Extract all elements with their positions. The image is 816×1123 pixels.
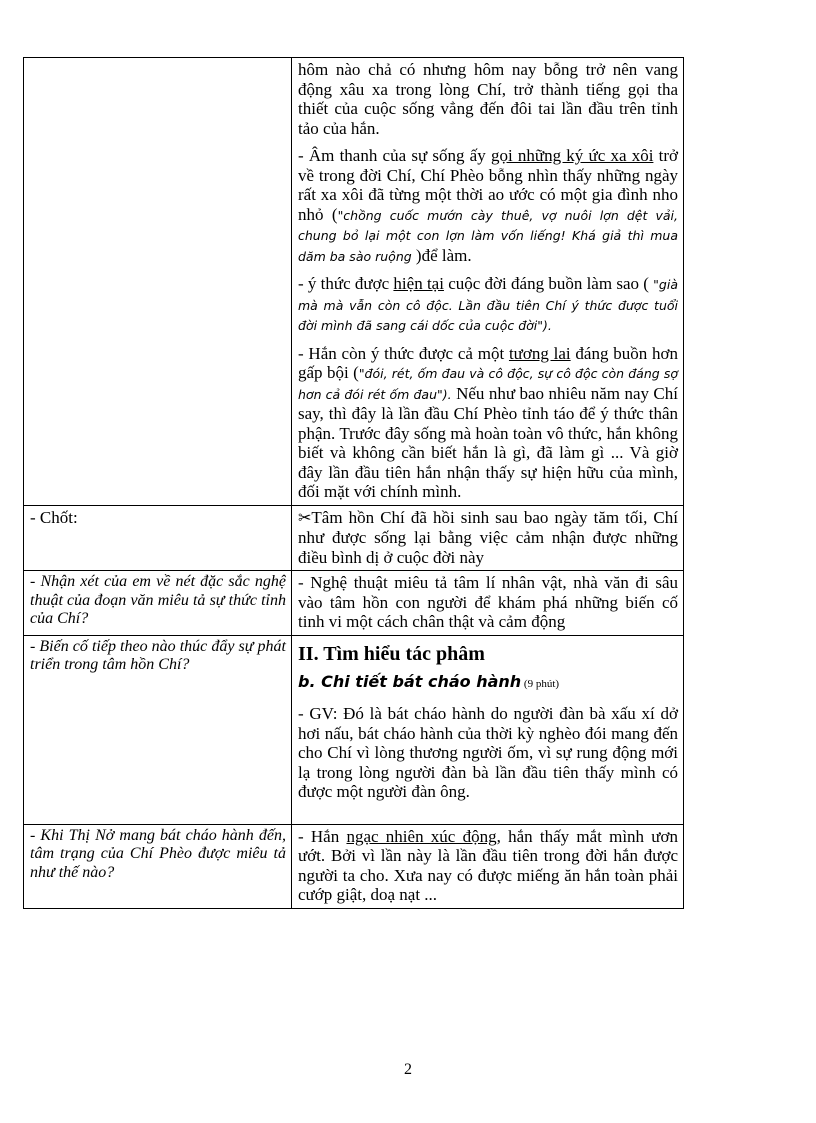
underlined-phrase: gọi những ký ức xa xôi <box>490 146 654 165</box>
subheading: b. Chi tiết bát cháo hành (9 phút) <box>298 671 560 691</box>
underlined-phrase: hiện tại <box>393 274 444 293</box>
left-cell <box>24 635 292 824</box>
quote: "già mà mà vẫn còn cô độc. Lần đầu tiên Chí ý thức được tuổi đời mình đã sang cái dốc của cuộc đời"). <box>298 277 678 333</box>
paragraph: - Hắn còn ý thức được cả một tương lai đáng buồn hơn gấp bội ("đói, rét, ốm đau và cô độc, sự cô độc còn đáng sợ hơn cả đói rét ốm đau"). Nếu như bao nhiêu năm nay Chí say, thì đây là lần đầu Chí Phèo tỉnh táo để ý thức thân phận. Trước đây sống mà hoàn toàn vô thức, hắn không biết và không cần biết hắn là gì, đã làm gì ... Và giờ đây lần đầu tiên hắn nhận thấy sự hiện hữu của mình, đối mặt với chính mình. <box>298 343 678 501</box>
table-row <box>24 635 684 824</box>
section-heading: II. Tìm hiểu tác phâm <box>298 642 485 665</box>
lesson-table <box>23 57 684 909</box>
left-cell <box>24 505 292 571</box>
table-row <box>24 58 684 506</box>
left-cell <box>24 824 292 908</box>
right-cell <box>292 505 684 571</box>
question: - Biến cố tiếp theo nào thúc đẩy sự phát triển trong tâm hồn Chí? <box>30 637 286 673</box>
right-cell <box>292 635 684 824</box>
quote: "chồng cuốc mướn cày thuê, vợ nuôi lợn dệt vải, chung bỏ lại một con lợn làm vốn liếng! Khá giả thì mua dăm ba sào ruộng <box>298 207 679 264</box>
quote: "đói, rét, ốm đau và cô độc, sự cô độc còn đáng sợ hơn cả đói rét ốm đau"). <box>298 366 678 402</box>
table-row <box>24 824 684 908</box>
table-row <box>24 505 684 571</box>
paragraph: - ý thức được hiện tại cuộc đời đáng buồn làm sao ( "già mà mà vẫn còn cô độc. Lần đầu tiên Chí ý thức được tuổi đời mình đã sang cái dốc của cuộc đời"). <box>298 274 678 333</box>
scissors-icon: ✂ <box>298 509 312 527</box>
left-cell <box>24 571 292 636</box>
question: - Chốt: <box>30 507 78 527</box>
right-cell <box>292 571 684 636</box>
time-note: (9 phút) <box>521 677 560 690</box>
paragraph: - Âm thanh của sự sống ấy gọi những ký ức xa xôi trở về trong đời Chí, Chí Phèo bỗng nhìn thấy những ngày rất xa xôi đã từng một thời ao ước có một gia đình nho nhỏ ("chồng cuốc mướn cày thuê, vợ nuôi lợn dệt vải, chung bỏ lại một con lợn làm vốn liếng! Khá giả thì mua dăm ba sào ruộng )để làm. <box>298 146 679 265</box>
underlined-phrase: tương lai <box>508 343 571 363</box>
paragraph: hôm nào chả có nhưng hôm nay bỗng trở nên vang động xâu xa trong lòng Chí, trở thành tiếng gọi tha thiết của cuộc sống vẳng đến đôi tai lần đầu trên tỉnh tảo của hắn. <box>298 60 678 138</box>
question: - Nhận xét của em về nét đặc sắc nghệ thuật của đoạn văn miêu tả sự thức tỉnh của Chí? <box>30 573 286 627</box>
underlined-phrase: ngạc nhiên xúc động <box>346 826 497 846</box>
paragraph: - Nghệ thuật miêu tả tâm lí nhân vật, nhà văn đi sâu vào tâm hồn con người để khám phá những biến cố tinh vi một cách chân thật và cảm động <box>298 573 678 631</box>
page-number: 2 <box>404 1061 412 1078</box>
question: - Khi Thị Nở mang bát cháo hành đến, tâm trạng của Chí Phèo được miêu tả như thế nào? <box>30 826 286 881</box>
right-cell <box>292 824 684 908</box>
paragraph: - GV: Đó là bát cháo hành do người đàn bà xấu xí dở hơi nấu, bát cháo hành của thời kỳ nghèo đói mang đến cho Chí vì lòng thương người ốm, vì sự rung động mới lạ trong lòng người đàn bà lần đầu tiên thấy mình có được một người đàn ông. <box>298 704 678 801</box>
paragraph: - Hắn ngạc nhiên xúc động, hắn thấy mắt mình ươn ướt. Bởi vì lần này là lần đầu tiên trong đời hắn được người ta cho. Xưa nay có được miếng ăn hắn toàn phải cướp giật, doạ nạt ... <box>298 826 678 904</box>
paragraph: ✂Tâm hồn Chí đã hồi sinh sau bao ngày tăm tối, Chí như được sống lại bằng việc cảm nhận được những điều bình dị ở cuộc đời này <box>298 507 678 567</box>
table-row <box>24 571 684 636</box>
left-cell <box>24 58 292 506</box>
right-cell <box>292 58 684 506</box>
